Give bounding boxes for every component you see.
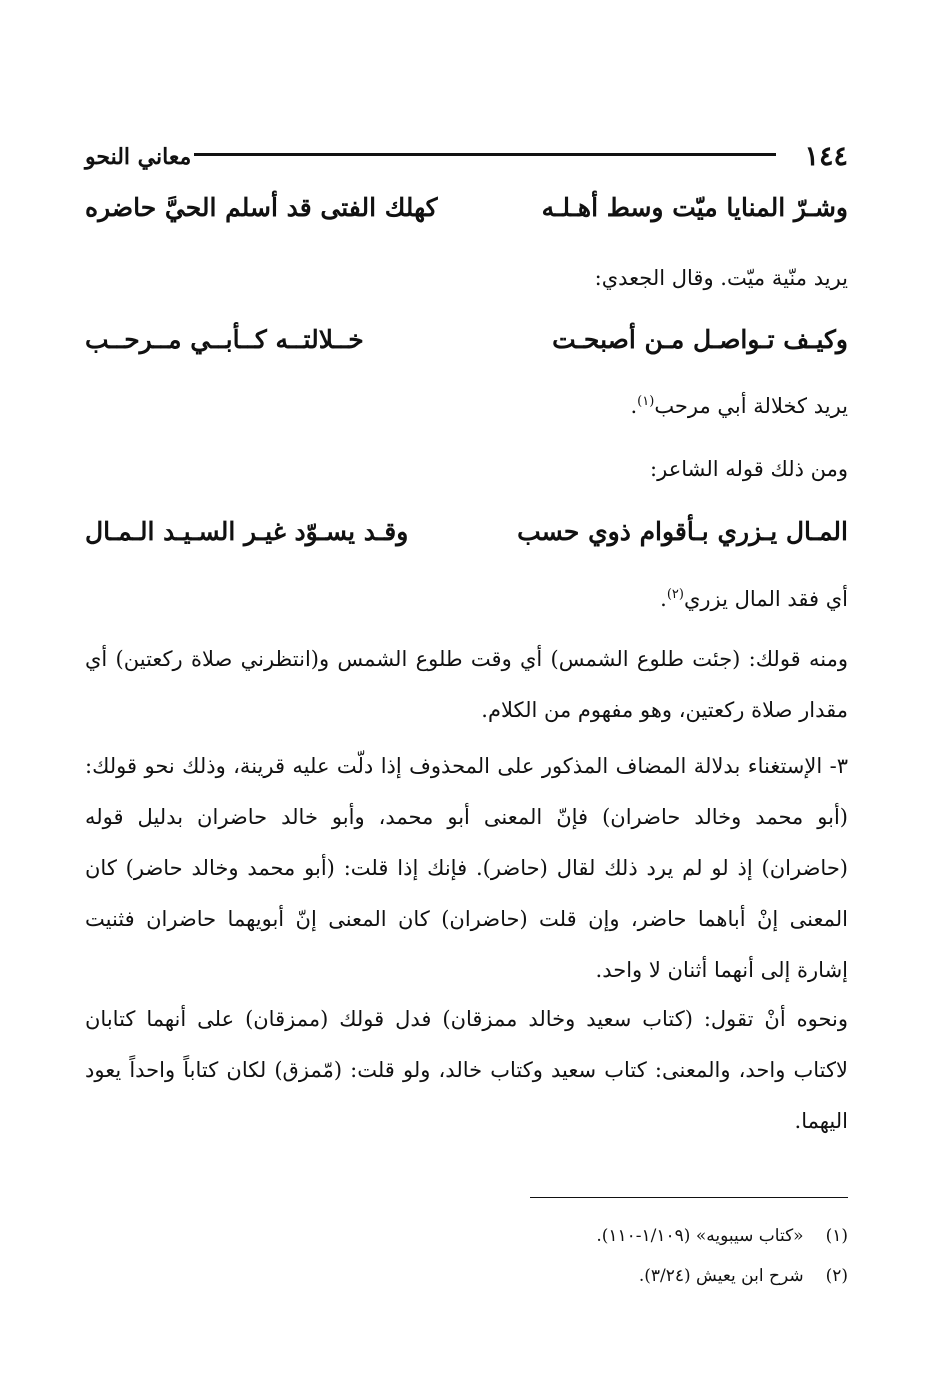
prose-line-3: ومن ذلك قوله الشاعر: (650, 457, 848, 481)
prose-line-2-text: يريد كخلالة أبي مرحب (654, 394, 848, 418)
running-title: معاني النحو (85, 144, 192, 170)
verse-2-first-hemistich: وكيـف تـواصـل مـن أصبحـت (552, 325, 848, 354)
verse-3-second-hemistich: وقـد يسـوّد غيـر السـيـد الـمـال (85, 517, 409, 546)
footnote-2 (639, 1262, 848, 1290)
verse-1-first-hemistich: وشـرّ المنايا ميّت وسط أهـلـه (541, 193, 848, 222)
paragraph-3: ونحوه أنْ تقول: (كتاب سعيد وخالد ممزقان) فدل قولك (ممزقان) على أنهما كتابان لاكتاب واحد، والمعنى: كتاب سعيد وكتاب خالد، ولو قلت: (مّمزق) لكان كتاباً واحداً يعود اليهما. (85, 1007, 848, 1133)
prose-line-4-end: . (660, 587, 667, 611)
paragraph-1: ومنه قولك: (جئت طلوع الشمس) أي وقت طلوع الشمس و(انتظرني صلاة ركعتين) أي مقدار صلاة ركعتين، وهو مفهوم من الكلام. (85, 647, 848, 722)
paragraph-2: ٣- الإستغناء بدلالة المضاف المذكور على المحذوف إذا دلّت عليه قرينة، وذلك نحو قولك: (أبو محمد وخالد حاضران) فإنّ المعنى أبو محمد، وأبو خالد حاضران بدليل قوله (حاضران) إذ لو لم يرد ذلك لقال (حاضر). فإنك إذا قلت: (أبو محمد وخالد حاضر) كان المعنى إنْ أباهما حاضر، وإن قلت (حاضران) كان المعنى إنّ أبويهما حاضران فثنيت إشارة إلى أنهما أثنان لا واحد. (85, 754, 848, 982)
verse-2-second-hemistich: خــلالتــه كــأبــي مــرحــب (85, 325, 364, 354)
footnote-ref-2: (٢) (666, 587, 684, 602)
prose-line-4-text: أي فقد المال يزري (683, 587, 848, 611)
verse-1-second-hemistich: كهلك الفتى قد أسلم الحيَّ حاضره (85, 193, 438, 222)
footnote-2-text: شرح ابن يعيش (٣/٢٤). (638, 1266, 804, 1286)
verse-3-first-hemistich: المـال يـزري بـأقوام ذوي حسب (517, 517, 848, 546)
footnote-separator (530, 1197, 848, 1198)
footnote-1-number: (١) (825, 1226, 848, 1246)
footnote-1 (596, 1222, 848, 1250)
header-rule (194, 153, 776, 156)
page-number: ١٤٤ (804, 141, 848, 172)
prose-line-2 (630, 388, 848, 424)
prose-line-1: يريد منّية ميّت. وقال الجعدي: (594, 266, 848, 290)
footnote-2-number: (٢) (825, 1266, 848, 1286)
footnote-ref-1: (١) (637, 394, 655, 409)
prose-line-2-end: . (630, 394, 638, 418)
footnote-1-text: «كتاب سيبويه» (١/١٠٩-١١٠). (596, 1226, 804, 1246)
prose-line-4 (660, 581, 848, 617)
